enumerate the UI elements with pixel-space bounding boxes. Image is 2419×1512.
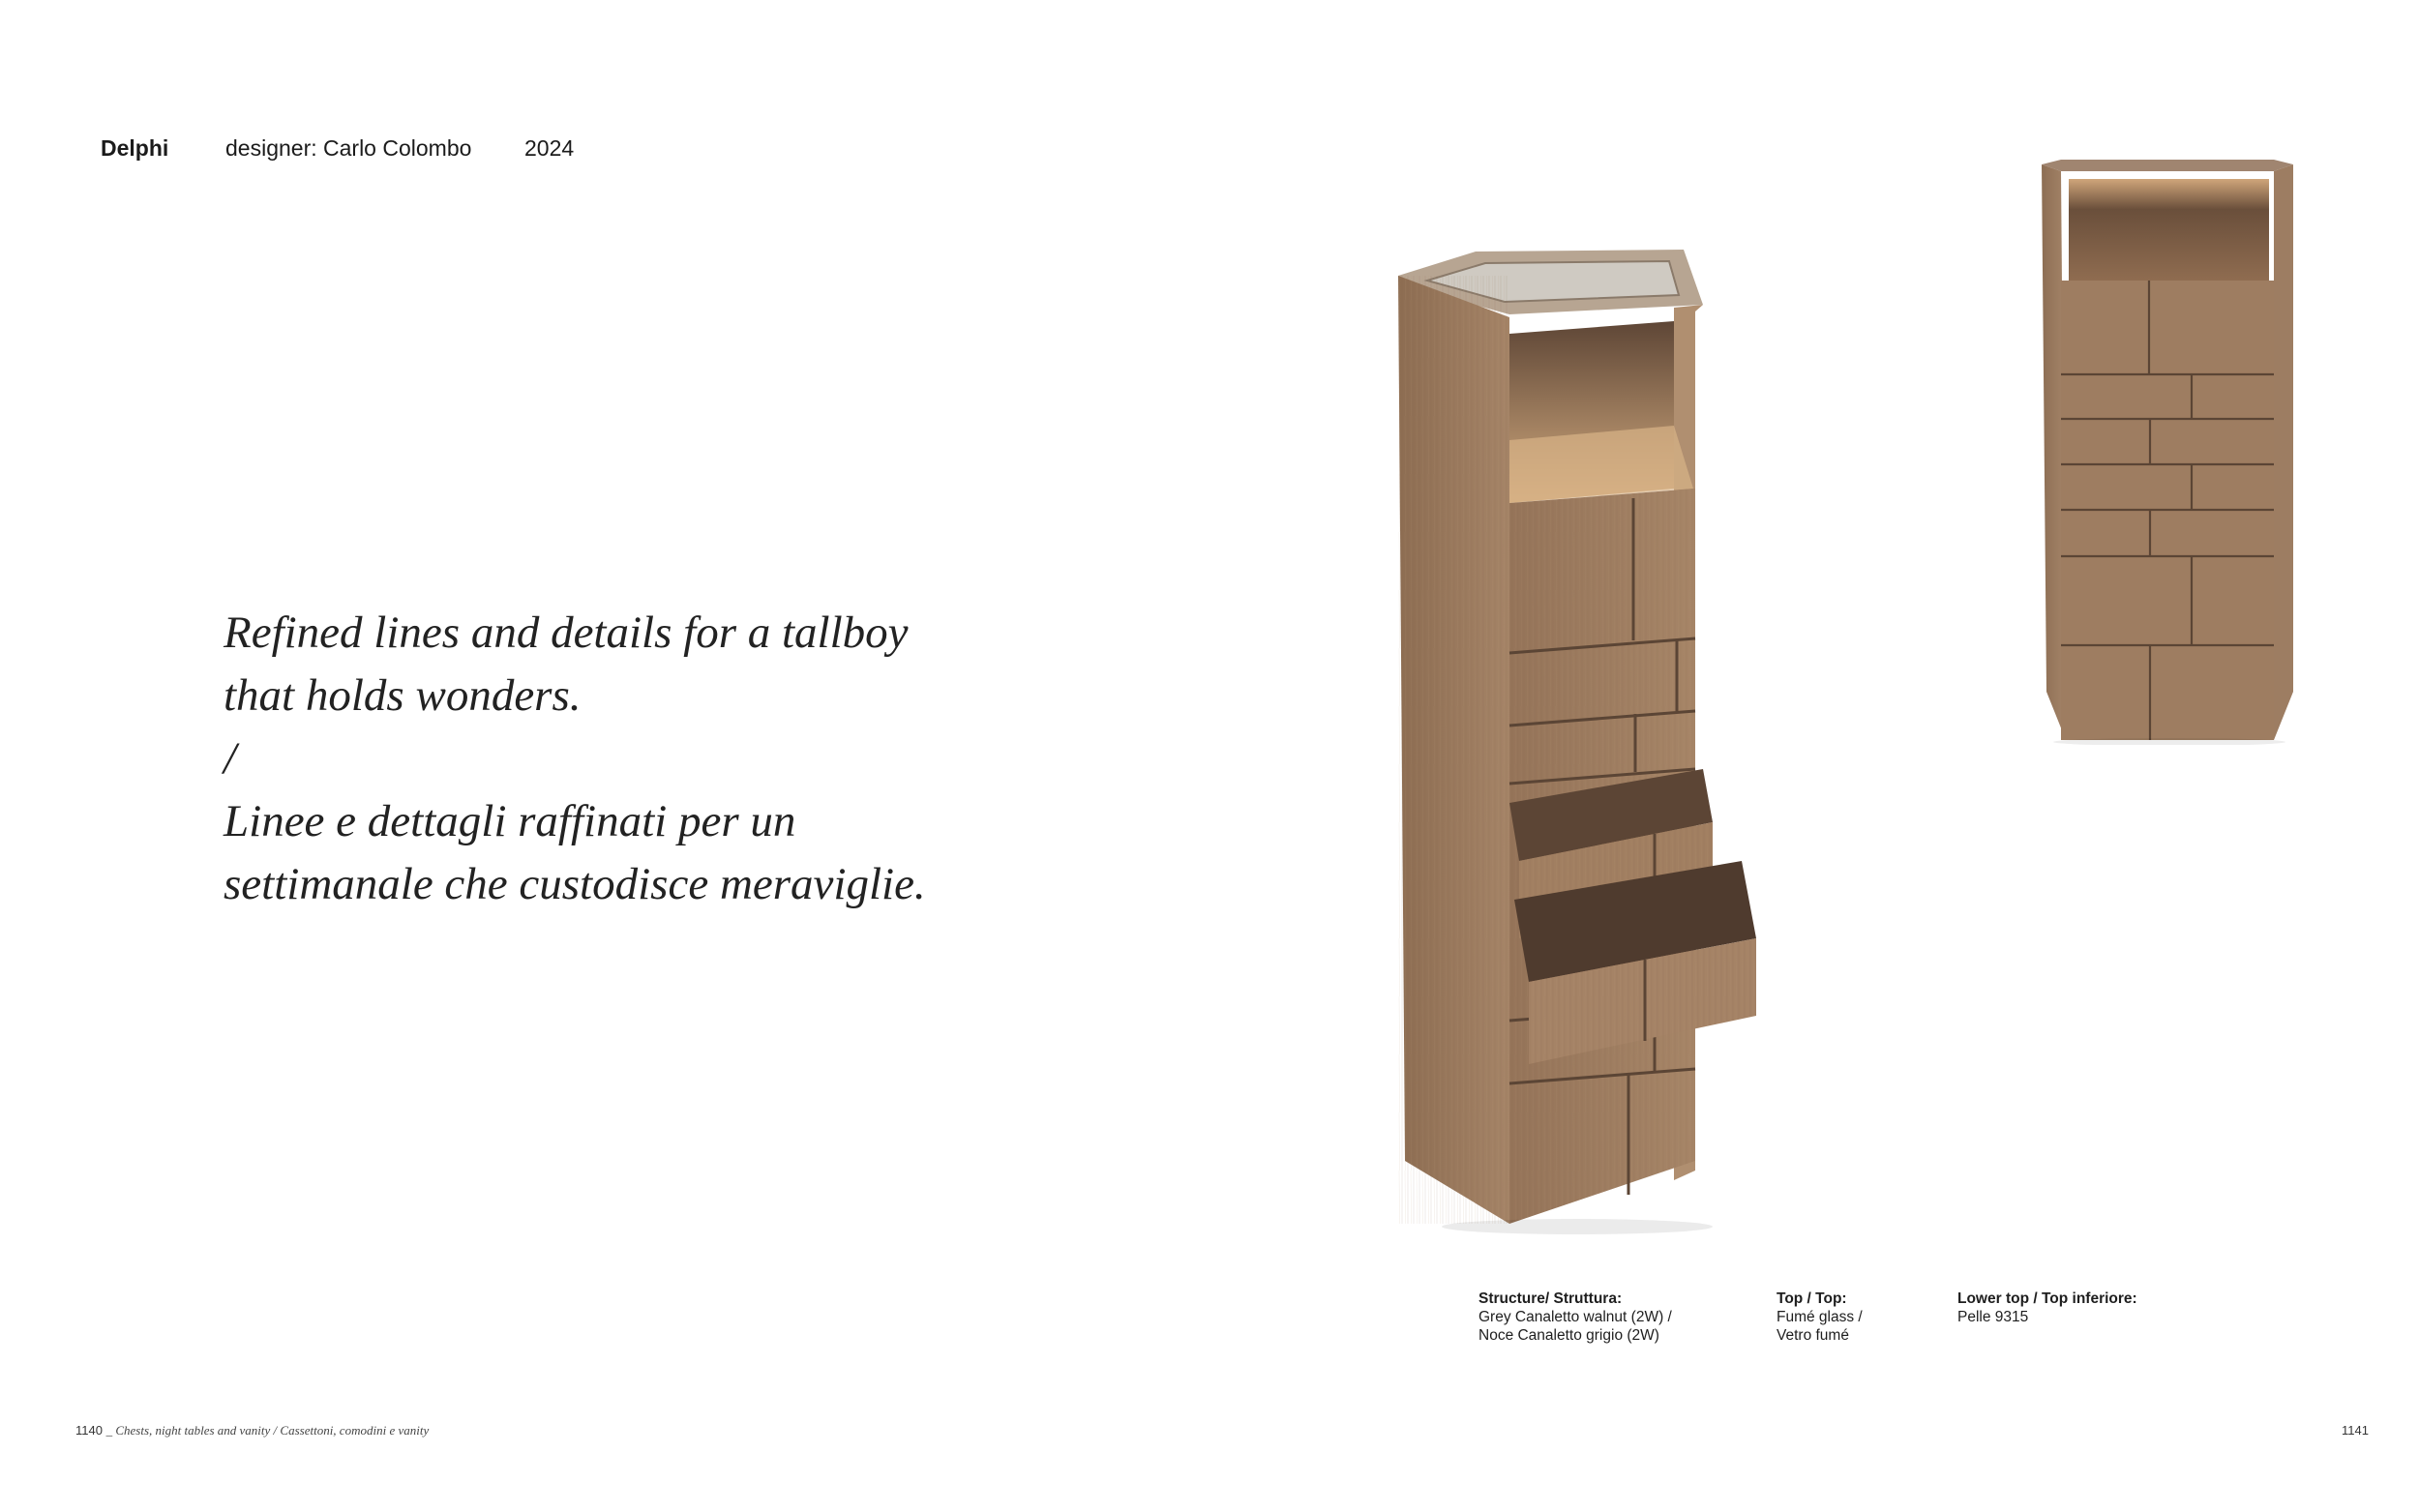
open-niche-2 xyxy=(2069,179,2269,281)
spec-top-value-it: Vetro fumé xyxy=(1777,1327,1849,1344)
year: 2024 xyxy=(524,135,575,161)
spec-top-label: Top / Top: xyxy=(1777,1290,1847,1307)
spec-structure-label: Structure/ Struttura: xyxy=(1478,1290,1623,1307)
designer-credit: designer: Carlo Colombo xyxy=(225,135,472,161)
product-name: Delphi xyxy=(101,135,169,161)
page-header xyxy=(101,135,575,170)
spec-top xyxy=(1777,1290,1863,1345)
quote-line-en-2: that holds wonders. xyxy=(224,670,582,721)
spec-lower-top-label: Lower top / Top inferiore: xyxy=(1957,1290,2137,1307)
spec-structure-value-it: Noce Canaletto grigio (2W) xyxy=(1478,1327,1659,1344)
page-number-right: 1141 xyxy=(2342,1423,2369,1438)
footer-left xyxy=(75,1423,429,1438)
spec-structure-value-en: Grey Canaletto walnut (2W) / xyxy=(1478,1309,1672,1325)
spec-lower-top-value: Pelle 9315 xyxy=(1957,1309,2029,1325)
section-title: _ Chests, night tables and vanity / Cassettoni, comodini e vanity xyxy=(105,1423,430,1438)
spec-lower-top xyxy=(1957,1290,2137,1326)
tagline-quote xyxy=(224,602,926,916)
page-number-left: 1140 xyxy=(75,1423,103,1438)
quote-line-it-1: Linee e dettagli raffinati per un xyxy=(224,796,796,846)
tallboy-closed-image xyxy=(2037,160,2303,745)
spec-top-value-en: Fumé glass / xyxy=(1777,1309,1863,1325)
spec-structure xyxy=(1478,1290,1672,1345)
tallboy-main-image xyxy=(1384,242,1906,1238)
quote-line-it-2: settimanale che custodisce meraviglie. xyxy=(224,859,926,909)
quote-line-en-1: Refined lines and details for a tallboy xyxy=(224,608,909,658)
quote-separator: / xyxy=(224,733,237,784)
cabinet-top-2 xyxy=(2042,160,2293,171)
